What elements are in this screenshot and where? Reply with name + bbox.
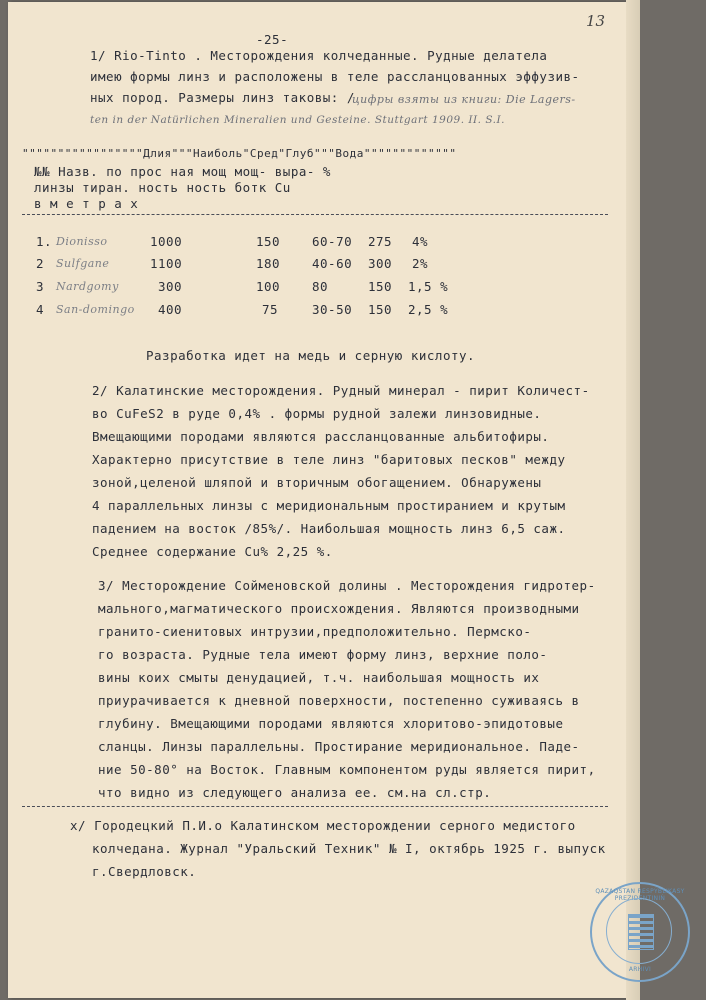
section3-line-4: го возраста. Рудные тела имеют форму линз, верхние поло- xyxy=(98,647,548,662)
row-depth: 275 xyxy=(368,234,393,249)
row-max-thickness: 75 xyxy=(262,302,279,317)
section3-line-1: 3/ Месторождение Сойменовской долины . Месторождения гидротер- xyxy=(98,578,596,593)
table-header-line-3: линзы тиран. ность ность ботк Cu xyxy=(34,180,291,195)
row-name: Dionisso xyxy=(56,235,108,248)
row-name: Nardgomy xyxy=(56,280,119,293)
archive-stamp xyxy=(590,882,690,982)
footnote-line-1: x/ Городецкий П.И.о Калатинском месторождении серного медистого xyxy=(70,818,576,833)
footnote-line-3: г.Свердловск. xyxy=(92,864,197,879)
row-max-thickness: 180 xyxy=(256,256,281,271)
row-no: 4 xyxy=(36,302,45,317)
page-stack-edge xyxy=(626,0,640,1000)
row-no: 2 xyxy=(36,256,45,271)
section3-line-7: глубину. Вмещающими породами являются хлоритово-эпидотовые xyxy=(98,716,564,731)
row-depth: 150 xyxy=(368,302,393,317)
section1-line-3: ных пород. Размеры линз таковы: / xyxy=(90,90,355,105)
row-depth: 300 xyxy=(368,256,393,271)
row-max-thickness: 100 xyxy=(256,279,281,294)
page-number: -25- xyxy=(256,32,289,47)
row-avg-thickness: 30-50 xyxy=(312,302,353,317)
row-cu: 2,5 % xyxy=(408,302,449,317)
handwritten-note: цифры взяты из книги: Die Lagers- xyxy=(352,93,576,106)
row-name: San-domingo xyxy=(56,303,135,316)
row-avg-thickness: 40-60 xyxy=(312,256,353,271)
section1-line-2: имею формы линз и расположены в теле рассланцованных эффузив- xyxy=(90,69,580,84)
table-header-line-4: в м е т р а х xyxy=(34,196,139,211)
table-header-line-2: №№ Назв. по прос ная мощ мощ- выра- % xyxy=(34,164,331,179)
row-avg-thickness: 80 xyxy=(312,279,329,294)
section2-line-2: во CuFeS2 в руде 0,4% . формы рудной залежи линзовидные. xyxy=(92,406,542,421)
section3-line-10: что видно из следующего анализа ее. см.на сл.стр. xyxy=(98,785,492,800)
building-icon xyxy=(628,914,654,950)
section3-line-8: сланцы. Линзы параллельны. Простирание меридиональное. Паде- xyxy=(98,739,580,754)
footnote-divider xyxy=(22,806,608,807)
section2-line-1: 2/ Калатинские месторождения. Рудный минерал - пирит Количест- xyxy=(92,383,590,398)
section3-line-3: гранито-сиенитовых интрузии,предположительно. Пермско- xyxy=(98,624,532,639)
stamp-text-bottom: ARHIVI xyxy=(628,966,652,973)
section2-line-6: 4 параллельных линзы с меридиональным простиранием и крутым xyxy=(92,498,566,513)
row-cu: 2% xyxy=(412,256,429,271)
section2-line-5: зоной,целеной шляпой и вторичным обогащением. Обнаружены xyxy=(92,475,542,490)
mining-note: Разработка идет на медь и серную кислоту. xyxy=(146,348,476,363)
section3-line-2: мального,магматического происхождения. Являются производными xyxy=(98,601,580,616)
section2-line-3: Вмещающими породами являются рассланцованные альбитофиры. xyxy=(92,429,550,444)
section2-line-7: падением на восток /85%/. Наибольшая мощность линз 6,5 саж. xyxy=(92,521,566,536)
section1-citation: ten in der Natürlichen Mineralien und Gesteine. Stuttgart 1909. II. S.I. xyxy=(90,114,505,126)
row-length: 300 xyxy=(158,279,183,294)
table-divider xyxy=(22,214,608,215)
row-cu: 4% xyxy=(412,234,429,249)
section1-line-1: 1/ Rio-Tinto . Месторождения колчеданные. Рудные делатела xyxy=(90,48,548,63)
table-header-line-1: """""""""""""""""Длия"""Наиболь"Сред"Глуб"""Вода""""""""""""" xyxy=(22,147,457,160)
row-depth: 150 xyxy=(368,279,393,294)
row-name: Sulfgane xyxy=(56,257,110,270)
row-cu: 1,5 % xyxy=(408,279,449,294)
section3-line-5: вины коих смыты денудацией, т.ч. наибольшая мощность их xyxy=(98,670,540,685)
row-no: 1. xyxy=(36,234,53,249)
corner-page-mark: 13 xyxy=(586,12,606,30)
section3-line-9: ние 50-80° на Восток. Главным компонентом руды является пирит, xyxy=(98,762,596,777)
row-max-thickness: 150 xyxy=(256,234,281,249)
stamp-text-top: QAZAQSTAN RESPÝBLIKASY PREZIDENTINIŃ xyxy=(595,888,685,902)
section3-line-6: приурачивается к дневной поверхности, постепенно суживаясь в xyxy=(98,693,580,708)
row-length: 400 xyxy=(158,302,183,317)
row-length: 1100 xyxy=(150,256,183,271)
row-no: 3 xyxy=(36,279,45,294)
row-length: 1000 xyxy=(150,234,183,249)
row-avg-thickness: 60-70 xyxy=(312,234,353,249)
section2-line-4: Характерно присутствие в теле линз "баритовых песков" между xyxy=(92,452,566,467)
section2-line-8: Среднее содержание Cu% 2,25 %. xyxy=(92,544,333,559)
footnote-line-2: колчедана. Журнал "Уральский Техник" № I, октябрь 1925 г. выпуск xyxy=(92,841,606,856)
